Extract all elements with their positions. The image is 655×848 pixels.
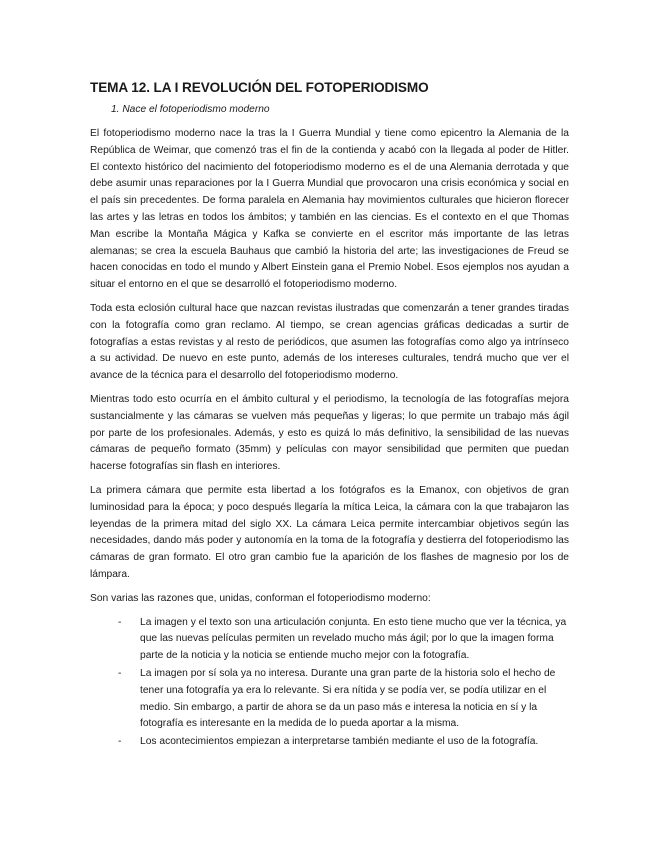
paragraph-3: Mientras todo esto ocurría en el ámbito cultural y el periodismo, la tecnología de las fotografías mejora sustancialmente y las cámaras se vuelven más pequeñas y ligeras; lo que permite un trabajo más ágil por parte de los profesionales. Además, y esto es quizá lo más definitivo, la sensibilidad de las nuevas cámaras de pequeño formato (35mm) y películas con mayor sensibilidad que permiten que puedan hacerse fotografías sin flash en interiores. <box>90 393 569 473</box>
list-item-text: Los acontecimientos empiezan a interpretarse también mediante el uso de la fotografía. <box>140 736 539 748</box>
paragraph-1: El fotoperiodismo moderno nace la tras la I Guerra Mundial y tiene como epicentro la Alemania de la República de Weimar, que comenzó tras el fin de la contienda y acabó con la llegada al poder de Hitler. El contexto histórico del nacimiento del fotoperiodismo moderno es el de una Alemania derrotada y que debe asumir unas reparaciones por la I Guerra Mundial que provocaron una crisis económica y social en el país sin precedentes. De forma paralela en Alemania hay movimientos culturales que hicieron florecer las artes y las letras en todos los ámbitos; y también en las ciencias. Es el contexto en el que Thomas Man escribe la Montaña Mágica y Kafka se convierte en el escritor más importante de las letras alemanas; se crea la escuela Bauhaus que cambió la historia del arte; las investigaciones de Freud se hacen conocidas en todo el mundo y Albert Einstein gana el Premio Nobel. Esos ejemplos nos ayudan a situar el entorno en el que se desarrolló el fotoperiodismo moderno. <box>90 128 569 291</box>
list-item <box>90 734 569 751</box>
document-title: TEMA 12. LA I REVOLUCIÓN DEL FOTOPERIODISMO <box>90 80 429 95</box>
bullet-dash: - <box>118 667 122 679</box>
list-item <box>90 666 569 733</box>
list-item-text: La imagen por sí sola ya no interesa. Durante una gran parte de la historia solo el hecho de tener una fotografía ya era lo relevante. Si era nítida y se podía ver, se podía utilizar en el medio. Sin embargo, a partir de ahora se da un paso más e interesa la noticia en sí y la fotografía es interesante en la medida de lo pueda aportar a la misma. <box>140 667 556 730</box>
reasons-list <box>90 615 569 751</box>
list-item-text: La imagen y el texto son una articulación conjunta. En esto tiene mucho que ver la técnica, ya que las nuevas películas permiten un revelado mucho más ágil; por lo que la imagen forma parte de la noticia y la noticia se entiende mucho mejor con la fotografía. <box>140 616 567 662</box>
bullet-dash: - <box>118 616 122 628</box>
section-subtitle: 1. Nace el fotoperiodismo moderno <box>111 104 270 115</box>
bullet-dash: - <box>118 736 122 748</box>
list-item <box>90 615 569 665</box>
paragraph-4: La primera cámara que permite esta libertad a los fotógrafos es la Emanox, con objetivos de gran luminosidad para la época; y poco después llegaría la mítica Leica, la cámara con la que trabajaron las leyendas de la primera mitad del siglo XX. La cámara Leica permite intercambiar objetivos según las necesidades, dando más poder y autonomía en la toma de la fotografía y destierra del fotoperiodismo las cámaras de gran formato. El otro gran cambio fue la aparición de los flashes de magnesio por los de lámpara. <box>90 484 569 580</box>
paragraph-2: Toda esta eclosión cultural hace que nazcan revistas ilustradas que comenzarán a tener grandes tiradas con la fotografía como gran reclamo. Al tiempo, se crean agencias gráficas dedicadas a surtir de fotografías a estas revistas y al resto de periódicos, que asumen las fotografías como algo ya intrínseco a su actividad. De nuevo en este punto, además de los intereses culturales, tendrá mucho que ver el avance de la técnica para el desarrollo del fotoperiodismo moderno. <box>90 302 569 382</box>
list-intro: Son varias las razones que, unidas, conforman el fotoperiodismo moderno: <box>90 592 431 604</box>
